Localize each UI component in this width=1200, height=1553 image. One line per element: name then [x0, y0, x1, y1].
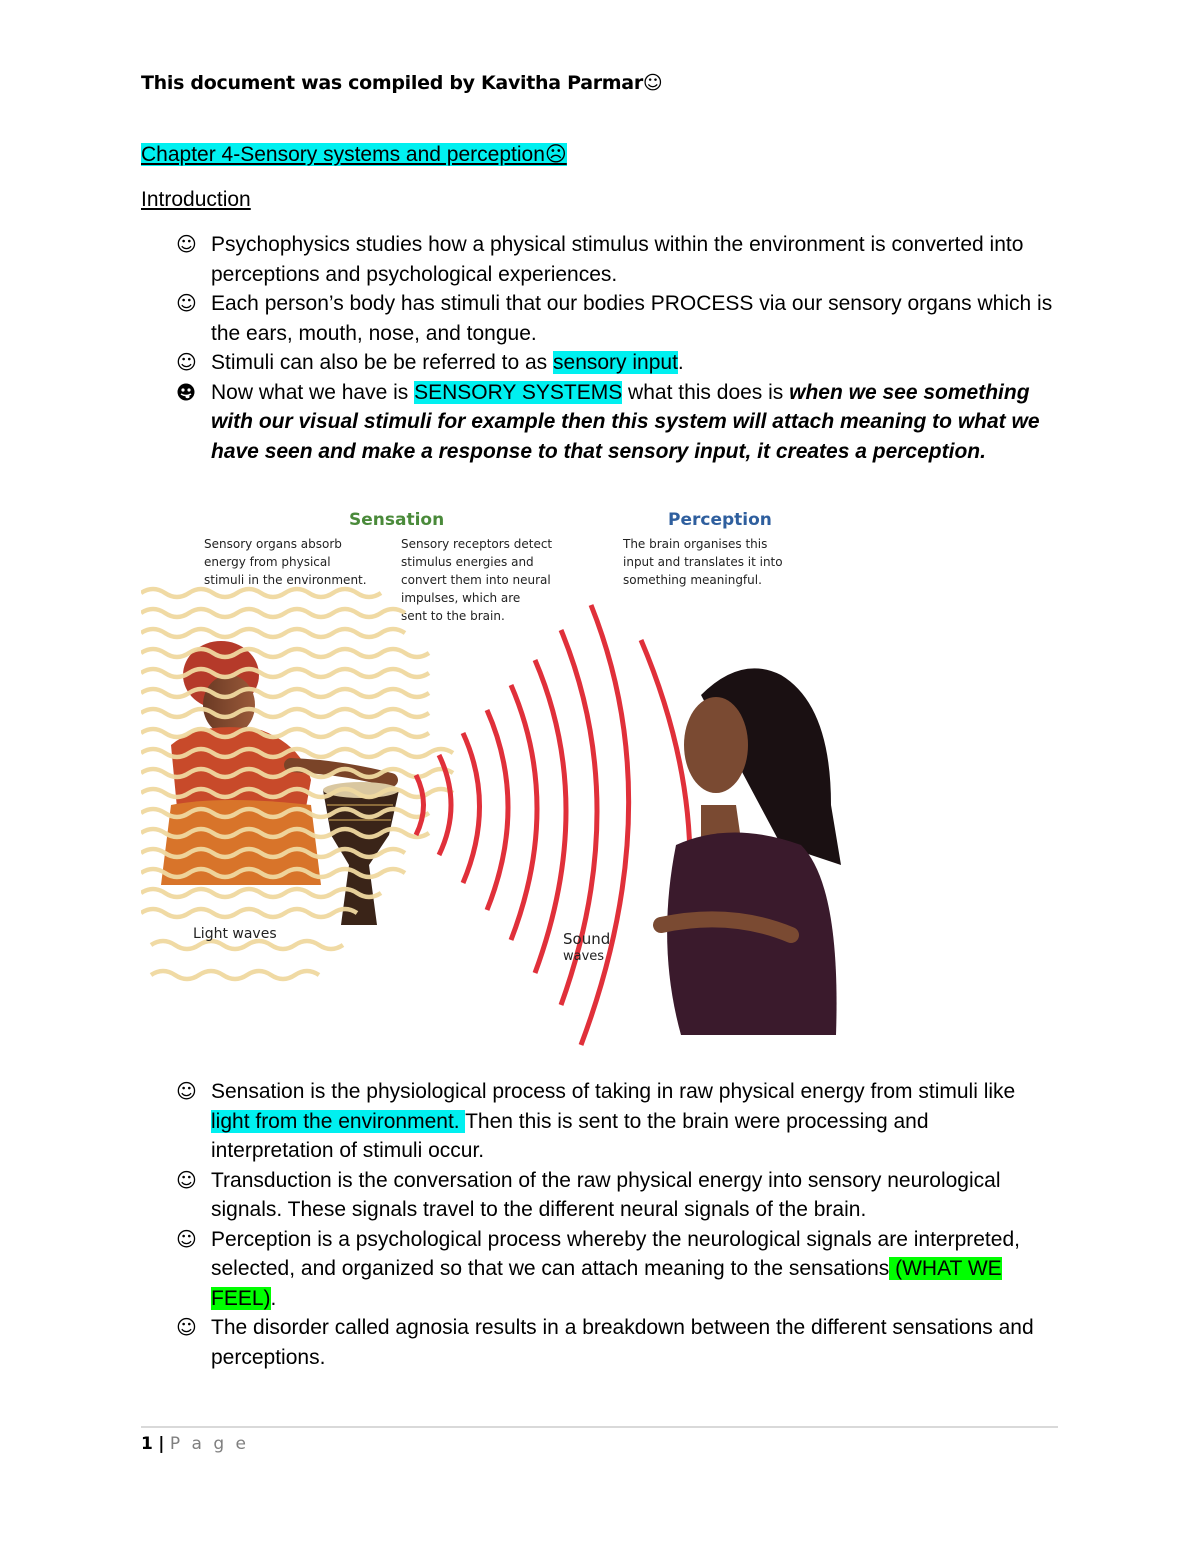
highlighted-term: (WHAT WE FEEL) — [211, 1257, 1002, 1310]
caption-line: input and translates it into — [623, 555, 783, 569]
footer-separator: | — [158, 1434, 165, 1454]
list-item-text: Then this is sent to the brain were processing and interpretation of stimuli occur. — [211, 1109, 929, 1162]
list-item-text: Transduction is the conversation of the raw physical energy into sensory neurological signals. These signals travel to the different neural signals of the brain. — [211, 1168, 1001, 1221]
list-item — [176, 348, 1056, 378]
list-item — [176, 230, 1056, 289]
list-item — [176, 1313, 1056, 1372]
caption-line: energy from physical — [204, 555, 331, 569]
sensation-perception-illustration — [141, 505, 861, 1065]
smiley-icon: ☺ — [176, 1079, 197, 1103]
sound-waves — [416, 605, 690, 1045]
list-item — [176, 1166, 1056, 1225]
sound-waves-label: Sound — [563, 930, 611, 948]
page-number: 1 — [141, 1434, 153, 1454]
intro-bullet-list — [176, 230, 1056, 466]
caption-line: convert them into neural — [401, 573, 551, 587]
list-item-text: Each person’s body has stimuli that our bodies PROCESS via our sensory organs which is the ears, mouth, nose, and tongue. — [211, 292, 1053, 345]
smiley-icon: ☺ — [176, 350, 197, 374]
list-item — [176, 289, 1056, 348]
list-item — [176, 1225, 1056, 1314]
list-item-text: Now what we have is — [211, 380, 415, 404]
smiley-icon: ☺ — [176, 1226, 197, 1251]
caption-line: stimulus energies and — [401, 555, 534, 569]
list-item-text: Perception is a psychological process whereby the neurological signals are interpreted, selected, and organized so that we can attach meaning to the sensations — [211, 1227, 1020, 1280]
caption-line: Sensory receptors detect — [401, 537, 553, 551]
sensation-bullet-list — [176, 1077, 1056, 1372]
light-waves-label: Light waves — [193, 926, 277, 942]
footer-divider — [141, 1426, 1058, 1428]
page-footer — [141, 1434, 249, 1454]
list-item-text: Psychophysics studies how a physical stimulus within the environment is converted into perceptions and psychological experiences. — [211, 233, 1024, 286]
caption-line: The brain organises this — [623, 537, 768, 551]
tongue-out-icon — [176, 378, 196, 408]
smiley-icon: ☺ — [176, 232, 197, 256]
caption-line: impulses, which are — [401, 591, 521, 605]
list-item — [176, 378, 1056, 467]
sensation-title: Sensation — [349, 510, 445, 530]
highlighted-term: SENSORY SYSTEMS — [414, 380, 623, 404]
emphasized-text: when we see something with our visual stimuli for example then this system will attach meaning to what we have seen and make a response to that sensory input, it creates a perception. — [211, 380, 1040, 463]
sensation-perception-figure — [141, 505, 861, 1065]
section-heading-introduction: Introduction — [141, 188, 251, 211]
list-item-text: what this does is — [622, 380, 790, 404]
perception-title: Perception — [668, 510, 772, 530]
smiley-icon: ☺ — [176, 1167, 197, 1192]
chapter-title-text: Chapter 4-Sensory systems and perception☹ — [141, 143, 567, 166]
list-item-text: . — [270, 1286, 277, 1310]
woman-illustration — [661, 668, 841, 1035]
list-item-text: Sensation is the physiological process of taking in raw physical energy from stimuli like — [211, 1080, 1016, 1103]
drummer-illustration — [161, 641, 399, 925]
list-item-text: . — [677, 351, 684, 374]
document-header: This document was compiled by Kavitha Parmar☺ — [141, 72, 663, 94]
caption-line: something meaningful. — [623, 573, 762, 587]
caption-line: sent to the brain. — [401, 609, 505, 623]
smiley-icon: ☺ — [176, 1315, 197, 1339]
highlighted-term: light from the environment. — [211, 1109, 466, 1133]
smiley-icon: ☺ — [176, 291, 197, 315]
highlighted-term: sensory input — [553, 351, 678, 374]
list-item — [176, 1077, 1056, 1166]
caption-line: Sensory organs absorb — [204, 537, 342, 551]
page-label: P a g e — [169, 1434, 250, 1454]
list-item-text: Stimuli can also be be referred to as — [211, 351, 554, 374]
sound-waves-label: waves — [563, 949, 605, 964]
caption-line: stimuli in the environment. — [204, 573, 367, 587]
chapter-title — [141, 142, 567, 167]
list-item-text: The disorder called agnosia results in a breakdown between the different sensations and perceptions. — [211, 1316, 1034, 1369]
